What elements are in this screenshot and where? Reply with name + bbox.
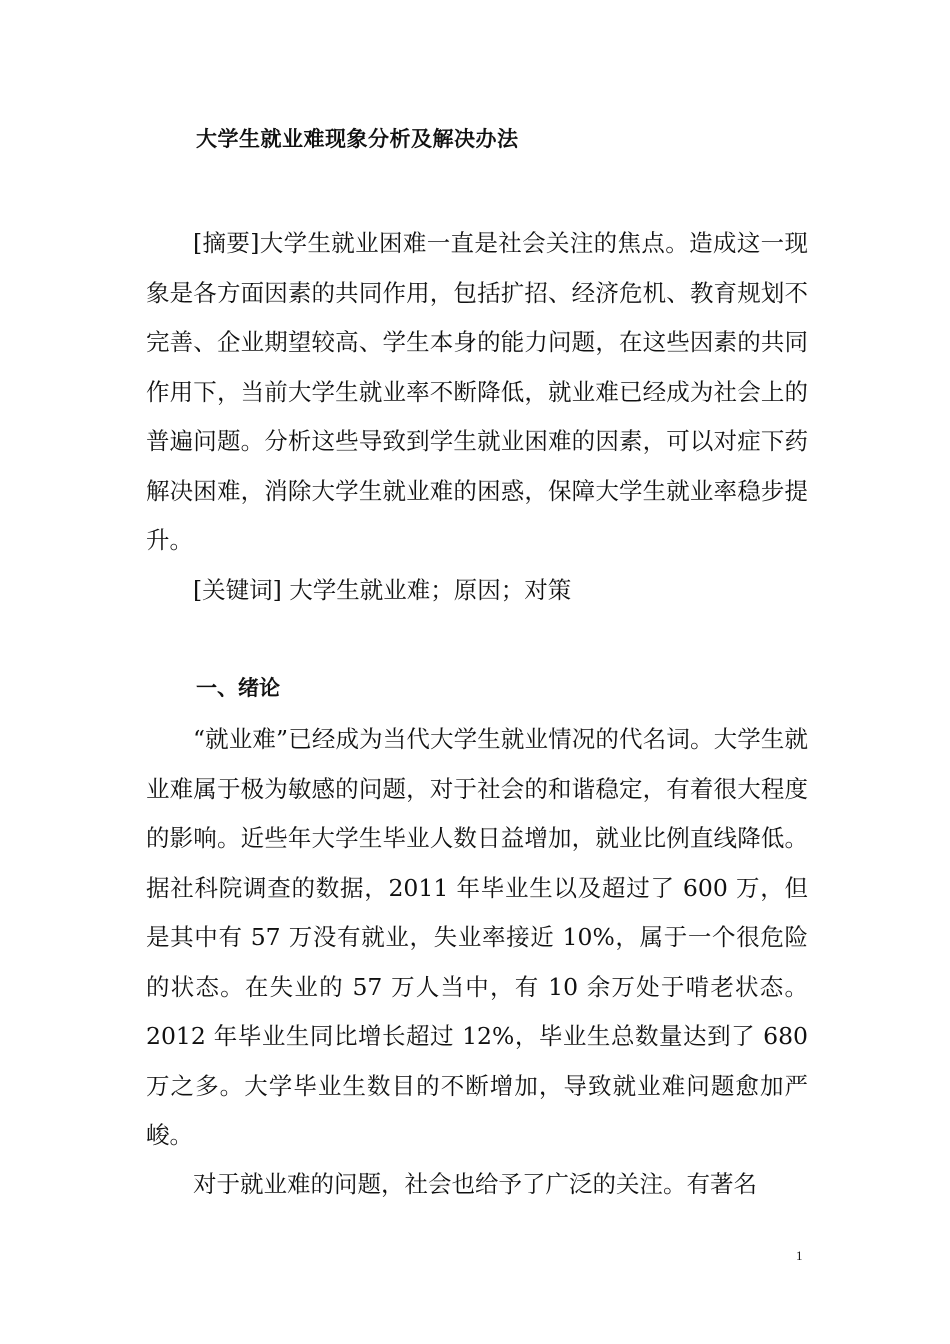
abstract-paragraph: [摘要]大学生就业困难一直是社会关注的焦点。造成这一现象是各方面因素的共同作用，包括扩招、经济危机、教育规划不完善、企业期望较高、学生本身的能力问题，在这些因素的共同作用下，当前大学生就业率不断降低，就业难已经成为社会上的普遍问题。分析这些导致到学生就业困难的因素，可以对症下药解决困难，消除大学生就业难的困惑，保障大学生就业率稳步提升。 [146, 229, 808, 554]
body-paragraph: 对于就业难的问题，社会也给予了广泛的关注。有著名 [193, 1170, 757, 1198]
section-heading: 一、绪论 [196, 676, 280, 700]
page-number: 1 [796, 1248, 803, 1263]
keywords-line: [关键词] 大学生就业难；原因；对策 [193, 576, 572, 604]
body-paragraph: “就业难”已经成为当代大学生就业情况的代名词。大学生就业难属于极为敏感的问题，对于社会的和谐稳定，有着很大程度的影响。近些年大学生毕业人数日益增加，就业比例直线降低。据社科院调查的数据，2011 年毕业生以及超过了 600 万，但是其中有 57 万没有就业，失业率接近 10%，属于一个很危险的状态。在失业的 57 万人当中，有 10 余万处于啃老状态。2012 年毕业生同比增长超过 12%，毕业生总数量达到了 680 万之多。大学毕业生数目的不断增加，导致就业难问题愈加严峻。 [146, 725, 808, 1149]
document-title: 大学生就业难现象分析及解决办法 [196, 127, 519, 151]
